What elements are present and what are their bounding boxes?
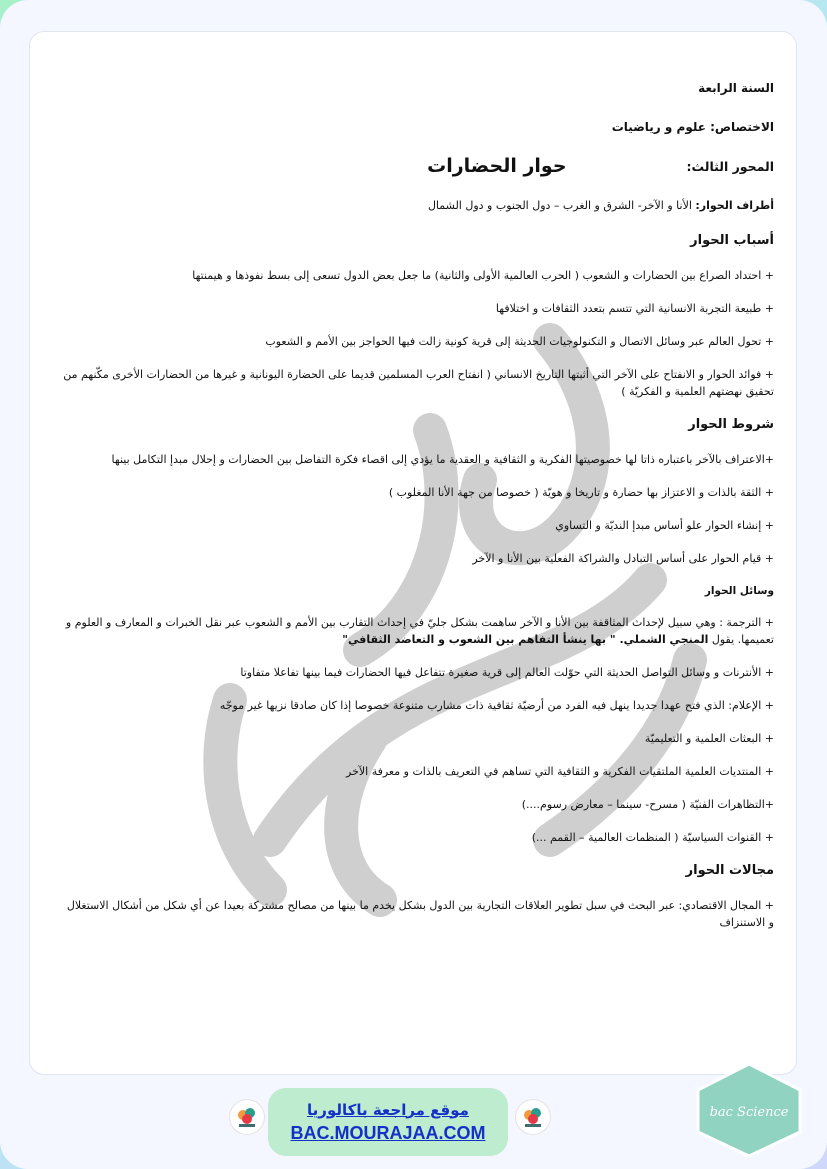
list-item: + البعثات العلمية و التعليميّة bbox=[644, 732, 774, 745]
list-item: + الأنترنات و وسائل التواصل الحديثة التي حوّلت العالم إلى قرية صغيرة تتفاعل فيها الحضارات فيما بينها تفاعلا متفاوتا bbox=[240, 666, 774, 679]
dialogue-parties bbox=[60, 197, 774, 214]
document-content bbox=[60, 80, 774, 947]
list-item: +الاعتراف بالآخر باعتباره ذاتا لها خصوصيتها الفكرية و الثقافية و العقدية ما يؤدي إلى اقصاء فكرة التفاضل بين الحضارات و إحلال مبدإ التكامل بينها bbox=[111, 453, 774, 466]
list-item: + احتداد الصراع بين الحضارات و الشعوب ( الحرب العالمية الأولى والثانية) ما جعل بعض الدول تسعى إلى بسط نفوذها و هيمنتها bbox=[192, 269, 774, 282]
conditions-heading: شروط الحوار bbox=[688, 417, 774, 432]
list-item: +التظاهرات الفنيّة ( مسرح- سينما – معارض رسوم....) bbox=[521, 798, 774, 811]
site-link[interactable] bbox=[268, 1088, 508, 1156]
list-item: + الثقة بالذات و الاعتزاز بها حضارة و تاريخا و هويّة ( خصوصا من جهة الأنا المغلوب ) bbox=[388, 486, 774, 499]
site-name[interactable]: موقع مراجعة باكالوريا bbox=[307, 1100, 469, 1119]
axis-label: المحور الثالث: bbox=[686, 159, 774, 174]
translation-quote: المنجي الشملي. " بها ينشأ التفاهم بين الشعوب و التعاضد الثقافي" bbox=[342, 633, 709, 646]
list-item: + فوائد الحوار و الانفتاح على الآخر التي أثبتها التاريخ الانساني ( انفتاح العرب المسلمين قديما على الحضارة اليونانية و غيرها من الحضارات الأخرى مكّنهم من تحقيق نهضتهم العلمية و الفكريّة ) bbox=[63, 368, 774, 398]
causes-heading: أسباب الحوار bbox=[690, 233, 774, 248]
list-item: + الإعلام: الذي فتح عهدا جديدا ينهل فيه الفرد من أرضيّة ثقافية ذات مشارب متنوعة خصوصا إذا كان صادقا نزيها غير موجّه bbox=[219, 699, 774, 712]
list-item-translation bbox=[60, 614, 774, 648]
translation-text: + الترجمة : وهي سبيل لإحداث المثاقفة بين الأنا و الآخر ساهمت بشكل جليّ في إحداث التقارب بين الأمم و الشعوب عبر نقل الخبرات و المعارف و العلوم و تعميمها. يقول bbox=[65, 616, 774, 646]
specialty: الاختصاص: علوم و رياضيات bbox=[611, 120, 774, 134]
parties-text: الأنا و الآخر- الشرق و الغرب – دول الجنوب و دول الشمال bbox=[427, 199, 692, 212]
school-year: السنة الرابعة bbox=[698, 81, 774, 95]
list-item: + إنشاء الحوار علو أساس مبدإ النديّة و التساوي bbox=[555, 519, 774, 532]
page-title: حوار الحضارات bbox=[427, 155, 567, 177]
site-logo-icon bbox=[516, 1100, 550, 1134]
list-item: + القنوات السياسيّة ( المنظمات العالمية – القمم ...) bbox=[531, 831, 774, 844]
site-logo-icon bbox=[230, 1100, 264, 1134]
bac-science-badge bbox=[694, 1062, 804, 1158]
title-row bbox=[60, 155, 774, 177]
list-item: + المجال الاقتصادي: عبر البحث في سبل تطوير العلاقات التجارية بين الدول بشكل يخدم ما بينها من مصالح مشتركة بعيدا عن أي شكل من أشكال الاستغلال و الاستنزاف bbox=[66, 899, 774, 929]
site-url[interactable]: BAC.MOURAJAA.COM bbox=[290, 1122, 486, 1143]
fields-heading: مجالات الحوار bbox=[685, 863, 774, 878]
list-item: + المنتديات العلمية الملتقيات الفكرية و الثقافية التي تساهم في التعريف بالذات و معرفة الآخر bbox=[346, 765, 774, 778]
parties-label: أطراف الحوار: bbox=[695, 199, 774, 212]
list-item: + تحول العالم عبر وسائل الاتصال و التكنولوجيات الحديثة إلى قرية كونية زالت فيها الحواجز بين الأمم و الشعوب bbox=[265, 335, 774, 348]
badge-text: bac Science bbox=[709, 1105, 789, 1120]
means-heading: وسائل الحوار bbox=[704, 585, 774, 597]
list-item: + طبيعة التجربة الانسانية التي تتسم بتعدد الثقافات و اختلافها bbox=[495, 302, 774, 315]
list-item: + قيام الحوار على أساس التبادل والشراكة الفعلية بين الأنا و الآخر bbox=[472, 552, 774, 565]
